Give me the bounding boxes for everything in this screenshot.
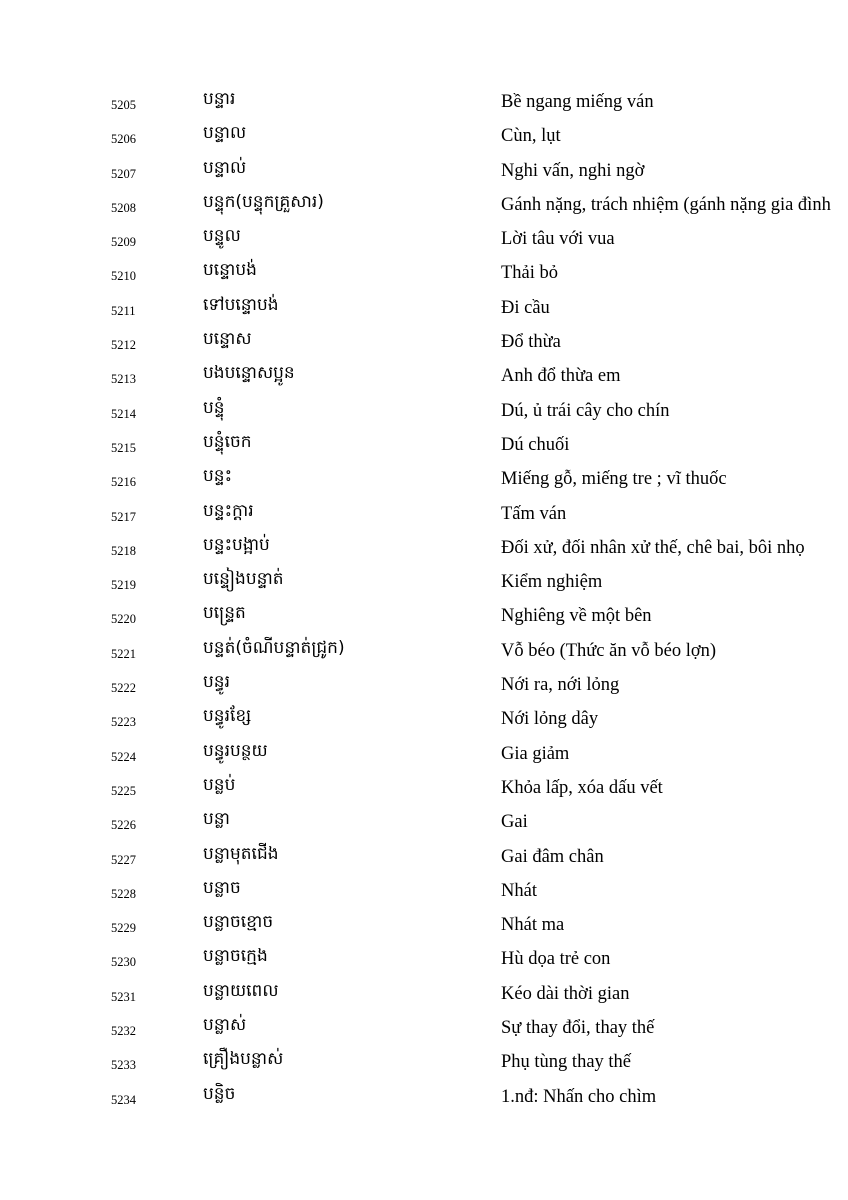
entry-row [0,875,848,909]
entry-row [0,257,848,291]
entry-vietnamese-meaning: Sự thay đổi, thay thế [501,1018,655,1039]
entry-vietnamese-meaning: Nghiêng về một bên [501,606,652,627]
entry-number: 5218 [111,543,136,558]
entry-vietnamese-meaning: Đối xử, đối nhân xử thế, chê bai, bôi nhọ [501,537,805,558]
entry-row [0,943,848,977]
entry-khmer-term: បន្ធូរ [203,672,230,693]
entry-vietnamese-meaning: Gai [501,812,528,833]
entry-row [0,292,848,326]
entry-vietnamese-meaning: Dú chuối [501,434,570,455]
entry-row [0,360,848,394]
entry-vietnamese-meaning: Khỏa lấp, xóa dấu vết [501,777,663,798]
entry-vietnamese-meaning: Nghi vấn, nghi ngờ [501,160,645,181]
entry-number: 5224 [111,749,136,764]
entry-row [0,1012,848,1046]
entry-khmer-term: បន្ទោបង់ [203,260,257,281]
entry-vietnamese-meaning: Hù dọa trẻ con [501,949,611,970]
entry-khmer-term: បន្ទុំចេក [203,431,252,452]
entry-row [0,1046,848,1080]
entry-khmer-term: បន្ទារ [203,89,236,109]
entry-number: 5225 [111,783,136,798]
entry-number: 5228 [111,886,136,901]
entry-khmer-term: បន្ទុំ [203,397,225,418]
entry-khmer-term: ទៅបន្ទោបង់ [203,294,279,315]
entry-vietnamese-meaning: Kéo dài thời gian [501,983,630,1004]
entry-number: 5222 [111,681,136,696]
entry-vietnamese-meaning: Nhát ma [501,915,565,936]
entry-vietnamese-meaning: Thải bỏ [501,263,559,284]
entry-khmer-term: បន្ធូរខ្សែ [203,706,252,727]
entry-vietnamese-meaning: Nhát [501,880,537,901]
entry-khmer-term: បន្លិច [203,1083,236,1104]
entry-row [0,189,848,223]
entry-khmer-term: បន្លាយពេល [203,980,279,1001]
entry-row [0,566,848,600]
entry-number: 5226 [111,818,136,833]
entry-number: 5206 [111,132,136,147]
entry-number: 5212 [111,338,136,353]
entry-row [0,806,848,840]
entry-vietnamese-meaning: Đi cầu [501,297,550,318]
entry-khmer-term: បន្ទ្រេត [203,603,246,624]
entry-number: 5223 [111,715,136,730]
entry-vietnamese-meaning: Lời tâu với vua [501,229,615,250]
entry-khmer-term: បន្ទៀងបន្ទាត់ [203,569,284,590]
entry-number: 5227 [111,852,136,867]
entry-vietnamese-meaning: Gia giảm [501,743,570,764]
entry-khmer-term: គ្រឿងបន្លាស់ [203,1049,284,1070]
entry-khmer-term: បន្លាស់ [203,1015,247,1036]
entry-khmer-term: បន្ទាល [203,123,247,144]
entry-number: 5230 [111,955,136,970]
entry-number: 5205 [111,98,136,112]
entry-vietnamese-meaning: Đổ thừa [501,332,561,353]
entry-vietnamese-meaning: Kiểm nghiệm [501,572,603,593]
entry-row [0,532,848,566]
entry-khmer-term: បន្លាច [203,877,241,898]
entry-vietnamese-meaning: Gánh nặng, trách nhiệm (gánh nặng gia đình [501,194,831,215]
entry-vietnamese-meaning: Miếng gỗ, miếng tre ; vĩ thuốc [501,469,727,490]
entry-number: 5219 [111,578,136,593]
entry-number: 5208 [111,200,136,215]
entry-vietnamese-meaning: Bề ngang miếng ván [501,92,654,112]
entry-khmer-term: បន្ទះក្ដារ [203,500,254,521]
entry-khmer-term: បន្លា [203,809,230,830]
entry-number: 5211 [111,303,136,318]
entry-number: 5213 [111,372,136,387]
entry-row [0,155,848,189]
entry-khmer-term: បន្លាចខ្មោច [203,912,274,933]
entry-khmer-term: បន្ធូរបន្ថយ [203,740,268,761]
entry-number: 5216 [111,475,136,490]
entry-khmer-term: បន្ទត់(ចំណីបន្ទាត់ជ្រូក) [203,637,345,658]
entry-vietnamese-meaning: 1.nđ: Nhấn cho chìm [501,1086,657,1107]
entry-number: 5221 [111,646,136,661]
entry-number: 5232 [111,1024,136,1039]
entry-row [0,703,848,737]
entry-khmer-term: បន្លប់ [203,774,236,795]
entry-row [0,600,848,634]
entry-row [0,772,848,806]
entry-number: 5234 [111,1092,136,1107]
entry-row [0,463,848,497]
entry-row [0,86,848,120]
entry-number: 5215 [111,440,136,455]
entry-row [0,223,848,257]
entry-number: 5220 [111,612,136,627]
entry-row [0,120,848,154]
entry-number: 5229 [111,921,136,936]
entry-row [0,635,848,669]
entry-number: 5231 [111,989,136,1004]
entry-number: 5207 [111,166,136,181]
entry-row [0,669,848,703]
entry-number: 5210 [111,269,136,284]
entry-row [0,326,848,360]
entry-vietnamese-meaning: Nới ra, nới lỏng [501,675,620,696]
entry-vietnamese-meaning: Phụ tùng thay thế [501,1052,632,1073]
entry-row [0,978,848,1012]
entry-vietnamese-meaning: Anh đổ thừa em [501,366,621,387]
entry-vietnamese-meaning: Cùn, lụt [501,126,561,147]
entry-row [0,498,848,532]
entry-khmer-term: បន្លាចក្មេង [203,946,268,967]
entry-vietnamese-meaning: Dú, ủ trái cây cho chín [501,400,670,421]
entry-vietnamese-meaning: Vỗ béo (Thức ăn vỗ béo lợn) [501,640,717,661]
entry-khmer-term: បន្ទះ [203,466,233,487]
entry-number: 5209 [111,235,136,250]
entry-row [0,429,848,463]
entry-number: 5233 [111,1058,136,1073]
entry-row [0,909,848,943]
entry-row [0,395,848,429]
entry-vietnamese-meaning: Nới lỏng dây [501,709,599,730]
entry-khmer-term: បងបន្ទោសប្អូន [203,363,295,384]
entry-khmer-term: បន្លាមុតជើង [203,843,279,864]
entry-number: 5214 [111,406,136,421]
entry-row [0,1081,848,1115]
entry-list [0,86,848,1115]
entry-row [0,738,848,772]
entry-row [0,841,848,875]
entry-khmer-term: បន្ទូល [203,226,241,247]
entry-vietnamese-meaning: Tấm ván [501,503,567,524]
entry-khmer-term: បន្ទុក(បន្ទុកគ្រួសារ) [203,191,324,212]
entry-number: 5217 [111,509,136,524]
entry-vietnamese-meaning: Gai đâm chân [501,846,604,867]
entry-khmer-term: បន្ទាល់ [203,157,247,178]
entry-khmer-term: បន្ទះបង្អាប់ [203,534,270,555]
entry-khmer-term: បន្ទោស [203,329,252,350]
